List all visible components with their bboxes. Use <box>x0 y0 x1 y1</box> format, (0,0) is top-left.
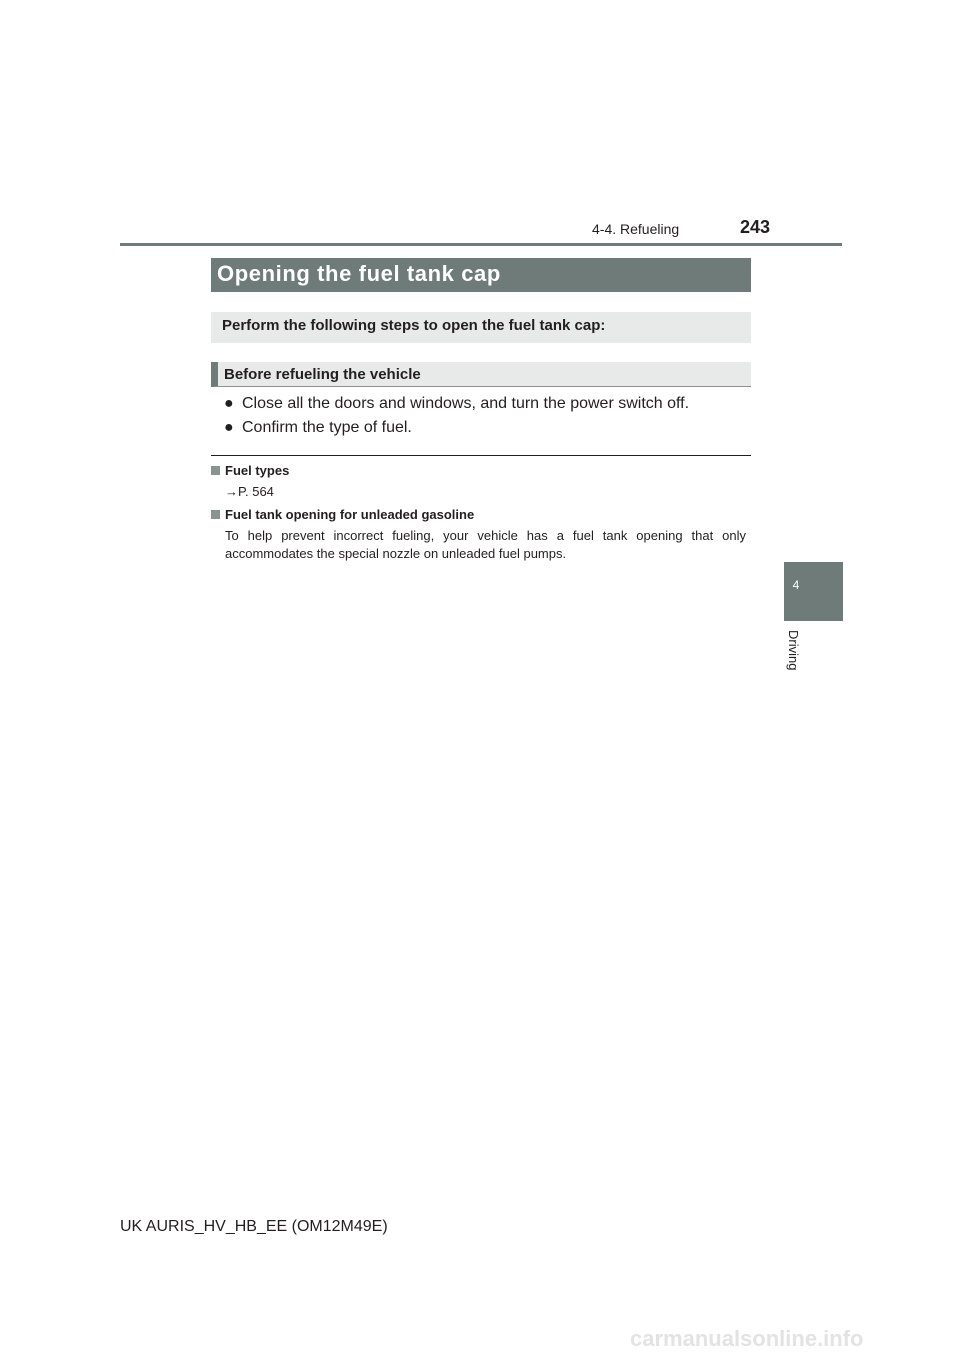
bullet-dot-icon: ● <box>224 419 234 436</box>
header-divider <box>120 243 842 246</box>
square-bullet-icon <box>211 510 220 519</box>
note-heading-text: Fuel tank opening for unleaded gasoline <box>225 507 475 522</box>
running-header-section: 4-4. Refueling <box>592 221 680 237</box>
chapter-tab-label: Driving <box>786 630 801 671</box>
note-heading-text: Fuel types <box>225 463 290 478</box>
bullet-text: Confirm the type of fuel. <box>242 419 412 436</box>
page-number: 243 <box>740 217 771 237</box>
square-bullet-icon <box>211 466 220 475</box>
section-title: Opening the fuel tank cap <box>211 258 751 292</box>
note-heading <box>211 507 474 522</box>
watermark: carmanualsonline.info <box>630 1326 864 1351</box>
note-heading <box>211 463 289 478</box>
intro-text: Perform the following steps to open the fuel tank cap: <box>211 312 751 343</box>
chapter-tab-number: 4 <box>792 578 800 592</box>
bullet-item <box>224 395 689 413</box>
bullet-item <box>224 419 412 437</box>
note-body: →P. 564 <box>225 484 274 499</box>
bullet-text: Close all the doors and windows, and turn the power switch off. <box>242 395 690 412</box>
section-divider <box>211 455 751 456</box>
document-code: UK AURIS_HV_HB_EE (OM12M49E) <box>120 1218 388 1235</box>
subheading: Before refueling the vehicle <box>211 362 751 387</box>
note-body: To help prevent incorrect fueling, your vehicle has a fuel tank opening that only accommodates the special nozzle on unleaded fuel pumps. <box>225 528 746 561</box>
bullet-dot-icon: ● <box>224 395 234 412</box>
